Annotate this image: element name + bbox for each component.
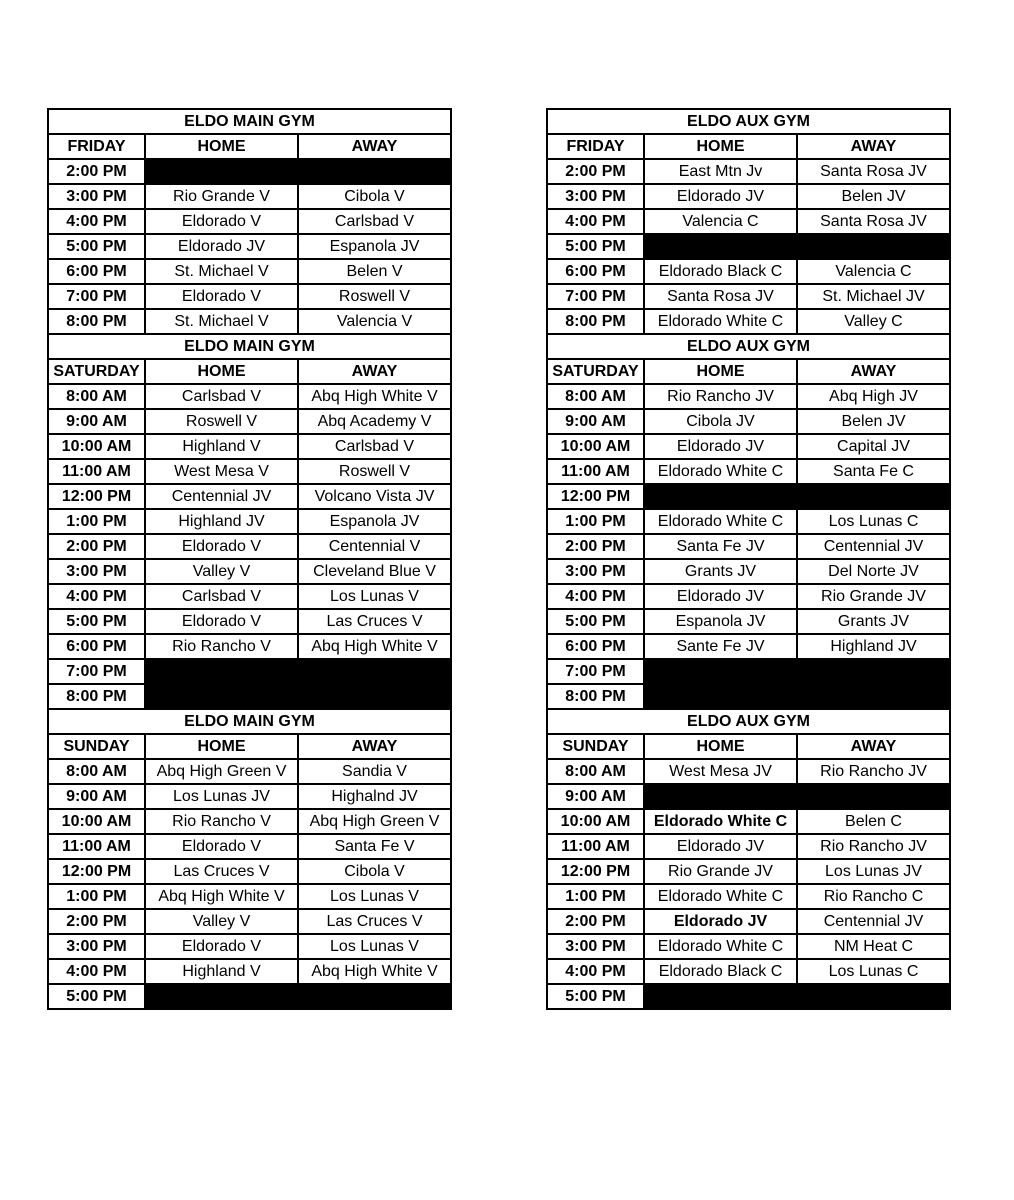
game-row [547,484,950,509]
home-team-cell: Eldorado V [145,934,298,959]
game-row [48,509,451,534]
away-team-cell: Los Lunas C [797,509,950,534]
home-team-cell: Sante Fe JV [644,634,797,659]
away-team-cell: Abq High JV [797,384,950,409]
time-cell: 8:00 PM [547,684,644,709]
away-team-cell: Carlsbad V [298,209,451,234]
time-cell: 3:00 PM [547,559,644,584]
time-cell: 5:00 PM [547,234,644,259]
time-cell: 2:00 PM [547,534,644,559]
game-row [48,609,451,634]
away-team-cell: Rio Rancho JV [797,834,950,859]
home-team-cell: Rio Rancho JV [644,384,797,409]
game-row [547,234,950,259]
home-header: HOME [644,134,797,159]
time-cell: 2:00 PM [48,909,145,934]
away-header: AWAY [298,134,451,159]
home-team-cell: Valley V [145,909,298,934]
home-team-cell: Santa Rosa JV [644,284,797,309]
blocked-slot [644,234,950,259]
away-team-cell: Cibola V [298,184,451,209]
away-team-cell: Santa Fe V [298,834,451,859]
home-team-cell: Centennial JV [145,484,298,509]
time-cell: 7:00 PM [48,659,145,684]
game-row [48,434,451,459]
away-header: AWAY [797,359,950,384]
home-team-cell: Eldorado Black C [644,959,797,984]
section-title-row [547,334,950,359]
game-row [48,409,451,434]
game-row [48,859,451,884]
time-cell: 12:00 PM [547,484,644,509]
main-gym-schedule-body [48,109,451,1009]
away-header: AWAY [298,359,451,384]
gym-title: ELDO MAIN GYM [48,109,451,134]
time-cell: 8:00 PM [48,684,145,709]
game-row [48,909,451,934]
home-team-cell: Eldorado V [145,284,298,309]
game-row [547,409,950,434]
game-row [48,684,451,709]
time-cell: 2:00 PM [547,159,644,184]
time-cell: 5:00 PM [48,609,145,634]
blocked-slot [145,159,451,184]
away-team-cell: Abq High Green V [298,809,451,834]
home-team-cell: Carlsbad V [145,384,298,409]
home-header: HOME [644,734,797,759]
away-header: AWAY [298,734,451,759]
away-team-cell: Centennial JV [797,909,950,934]
time-cell: 6:00 PM [547,259,644,284]
home-header: HOME [145,134,298,159]
column-header-row [547,734,950,759]
section-title-row [547,109,950,134]
game-row [547,209,950,234]
home-team-cell: Eldorado White C [644,934,797,959]
game-row [547,434,950,459]
gym-title: ELDO AUX GYM [547,334,950,359]
home-team-cell: West Mesa V [145,459,298,484]
time-cell: 12:00 PM [48,484,145,509]
time-cell: 6:00 PM [48,259,145,284]
home-team-cell: Valencia C [644,209,797,234]
away-team-cell: Rio Rancho JV [797,759,950,784]
game-row [547,759,950,784]
time-cell: 8:00 AM [48,384,145,409]
blocked-slot [145,984,451,1009]
away-team-cell: Roswell V [298,459,451,484]
time-cell: 4:00 PM [547,584,644,609]
section-title-row [48,709,451,734]
day-header: SATURDAY [48,359,145,384]
away-team-cell: St. Michael JV [797,284,950,309]
section-title-row [48,109,451,134]
blocked-slot [644,684,950,709]
away-team-cell: Los Lunas C [797,959,950,984]
game-row [48,284,451,309]
home-team-cell: St. Michael V [145,259,298,284]
home-team-cell: Roswell V [145,409,298,434]
away-team-cell: Los Lunas V [298,584,451,609]
game-row [48,384,451,409]
game-row [547,809,950,834]
away-team-cell: Los Lunas V [298,934,451,959]
column-header-row [48,359,451,384]
away-team-cell: Los Lunas V [298,884,451,909]
away-team-cell: Belen JV [797,409,950,434]
away-team-cell: Espanola JV [298,234,451,259]
time-cell: 3:00 PM [547,934,644,959]
home-header: HOME [644,359,797,384]
home-team-cell: Highland V [145,434,298,459]
blocked-slot [145,659,451,684]
time-cell: 12:00 PM [547,859,644,884]
away-team-cell: Las Cruces V [298,609,451,634]
away-team-cell: Cibola V [298,859,451,884]
section-title-row [48,334,451,359]
game-row [48,584,451,609]
away-team-cell: Grants JV [797,609,950,634]
time-cell: 5:00 PM [48,234,145,259]
main-gym-schedule-table [47,108,452,1010]
time-cell: 4:00 PM [48,584,145,609]
game-row [547,659,950,684]
game-row [48,234,451,259]
home-team-cell: Eldorado JV [644,834,797,859]
home-team-cell: Eldorado JV [644,184,797,209]
away-team-cell: Del Norte JV [797,559,950,584]
column-header-row [48,134,451,159]
home-team-cell: Cibola JV [644,409,797,434]
gym-title: ELDO MAIN GYM [48,334,451,359]
home-team-cell: Eldorado V [145,609,298,634]
away-header: AWAY [797,134,950,159]
time-cell: 3:00 PM [48,184,145,209]
home-team-cell: Eldorado White C [644,459,797,484]
home-team-cell: Eldorado JV [644,909,797,934]
time-cell: 4:00 PM [48,209,145,234]
home-team-cell: Rio Grande JV [644,859,797,884]
home-team-cell: Eldorado V [145,209,298,234]
time-cell: 3:00 PM [48,934,145,959]
time-cell: 3:00 PM [48,559,145,584]
away-header: AWAY [797,734,950,759]
away-team-cell: Abq High White V [298,384,451,409]
home-team-cell: St. Michael V [145,309,298,334]
blocked-slot [644,784,950,809]
away-team-cell: Valencia V [298,309,451,334]
game-row [48,184,451,209]
game-row [48,759,451,784]
home-team-cell: Highland V [145,959,298,984]
game-row [547,384,950,409]
home-team-cell: Eldorado JV [145,234,298,259]
game-row [547,784,950,809]
time-cell: 3:00 PM [547,184,644,209]
away-team-cell: Abq High White V [298,959,451,984]
game-row [48,634,451,659]
away-team-cell: Sandia V [298,759,451,784]
time-cell: 9:00 AM [48,784,145,809]
game-row [48,534,451,559]
time-cell: 12:00 PM [48,859,145,884]
time-cell: 4:00 PM [547,959,644,984]
game-row [48,934,451,959]
game-row [547,909,950,934]
game-row [48,259,451,284]
game-row [547,584,950,609]
section-title-row [547,709,950,734]
home-team-cell: Rio Rancho V [145,634,298,659]
game-row [547,634,950,659]
away-team-cell: Abq Academy V [298,409,451,434]
time-cell: 2:00 PM [48,159,145,184]
time-cell: 10:00 AM [48,809,145,834]
away-team-cell: NM Heat C [797,934,950,959]
time-cell: 4:00 PM [48,959,145,984]
home-team-cell: East Mtn Jv [644,159,797,184]
away-team-cell: Espanola JV [298,509,451,534]
game-row [547,184,950,209]
home-team-cell: Eldorado V [145,534,298,559]
time-cell: 11:00 AM [547,459,644,484]
home-team-cell: Eldorado White C [644,509,797,534]
time-cell: 11:00 AM [547,834,644,859]
time-cell: 7:00 PM [547,284,644,309]
away-team-cell: Highland JV [797,634,950,659]
game-row [547,984,950,1009]
game-row [48,559,451,584]
game-row [547,884,950,909]
home-header: HOME [145,359,298,384]
game-row [547,509,950,534]
game-row [48,159,451,184]
time-cell: 8:00 AM [48,759,145,784]
time-cell: 7:00 PM [547,659,644,684]
time-cell: 5:00 PM [547,609,644,634]
time-cell: 1:00 PM [48,509,145,534]
away-team-cell: Centennial V [298,534,451,559]
game-row [48,659,451,684]
home-team-cell: Rio Rancho V [145,809,298,834]
day-header: SUNDAY [48,734,145,759]
home-team-cell: Rio Grande V [145,184,298,209]
time-cell: 8:00 PM [547,309,644,334]
home-team-cell: Grants JV [644,559,797,584]
game-row [547,309,950,334]
home-team-cell: Abq High Green V [145,759,298,784]
gym-title: ELDO AUX GYM [547,109,950,134]
game-row [547,684,950,709]
home-team-cell: Eldorado JV [644,584,797,609]
game-row [547,559,950,584]
blocked-slot [145,684,451,709]
time-cell: 9:00 AM [48,409,145,434]
home-team-cell: Eldorado White C [644,809,797,834]
game-row [48,809,451,834]
away-team-cell: Valley C [797,309,950,334]
home-team-cell: Los Lunas JV [145,784,298,809]
away-team-cell: Centennial JV [797,534,950,559]
home-team-cell: Valley V [145,559,298,584]
time-cell: 7:00 PM [48,284,145,309]
home-team-cell: Highland JV [145,509,298,534]
day-header: SUNDAY [547,734,644,759]
game-row [48,984,451,1009]
game-row [547,959,950,984]
home-team-cell: Eldorado White C [644,884,797,909]
time-cell: 11:00 AM [48,459,145,484]
time-cell: 5:00 PM [48,984,145,1009]
home-team-cell: Santa Fe JV [644,534,797,559]
column-header-row [48,734,451,759]
game-row [48,959,451,984]
away-team-cell: Highalnd JV [298,784,451,809]
away-team-cell: Volcano Vista JV [298,484,451,509]
time-cell: 6:00 PM [48,634,145,659]
game-row [547,534,950,559]
column-header-row [547,359,950,384]
home-team-cell: West Mesa JV [644,759,797,784]
game-row [547,609,950,634]
away-team-cell: Belen JV [797,184,950,209]
time-cell: 6:00 PM [547,634,644,659]
home-team-cell: Las Cruces V [145,859,298,884]
home-team-cell: Carlsbad V [145,584,298,609]
away-team-cell: Rio Rancho C [797,884,950,909]
time-cell: 10:00 AM [48,434,145,459]
time-cell: 5:00 PM [547,984,644,1009]
aux-gym-schedule-body [547,109,950,1009]
away-team-cell: Las Cruces V [298,909,451,934]
home-team-cell: Eldorado JV [644,434,797,459]
time-cell: 10:00 AM [547,434,644,459]
away-team-cell: Cleveland Blue V [298,559,451,584]
away-team-cell: Valencia C [797,259,950,284]
game-row [547,259,950,284]
time-cell: 8:00 PM [48,309,145,334]
home-team-cell: Eldorado V [145,834,298,859]
time-cell: 1:00 PM [547,509,644,534]
time-cell: 4:00 PM [547,209,644,234]
time-cell: 10:00 AM [547,809,644,834]
time-cell: 1:00 PM [547,884,644,909]
away-team-cell: Belen C [797,809,950,834]
day-header: SATURDAY [547,359,644,384]
home-team-cell: Abq High White V [145,884,298,909]
time-cell: 9:00 AM [547,409,644,434]
time-cell: 11:00 AM [48,834,145,859]
time-cell: 2:00 PM [547,909,644,934]
game-row [48,884,451,909]
away-team-cell: Santa Rosa JV [797,159,950,184]
day-header: FRIDAY [48,134,145,159]
away-team-cell: Santa Fe C [797,459,950,484]
time-cell: 8:00 AM [547,759,644,784]
game-row [48,484,451,509]
home-header: HOME [145,734,298,759]
game-row [48,784,451,809]
blocked-slot [644,984,950,1009]
away-team-cell: Santa Rosa JV [797,209,950,234]
away-team-cell: Rio Grande JV [797,584,950,609]
time-cell: 9:00 AM [547,784,644,809]
column-header-row [547,134,950,159]
game-row [547,934,950,959]
game-row [48,309,451,334]
home-team-cell: Eldorado White C [644,309,797,334]
away-team-cell: Belen V [298,259,451,284]
day-header: FRIDAY [547,134,644,159]
gym-title: ELDO AUX GYM [547,709,950,734]
time-cell: 1:00 PM [48,884,145,909]
aux-gym-schedule-table [546,108,951,1010]
time-cell: 2:00 PM [48,534,145,559]
game-row [48,209,451,234]
game-row [547,284,950,309]
away-team-cell: Los Lunas JV [797,859,950,884]
game-row [48,459,451,484]
away-team-cell: Abq High White V [298,634,451,659]
blocked-slot [644,659,950,684]
home-team-cell: Espanola JV [644,609,797,634]
away-team-cell: Roswell V [298,284,451,309]
game-row [547,859,950,884]
game-row [547,159,950,184]
away-team-cell: Carlsbad V [298,434,451,459]
blocked-slot [644,484,950,509]
game-row [547,834,950,859]
away-team-cell: Capital JV [797,434,950,459]
home-team-cell: Eldorado Black C [644,259,797,284]
time-cell: 8:00 AM [547,384,644,409]
game-row [48,834,451,859]
gym-title: ELDO MAIN GYM [48,709,451,734]
game-row [547,459,950,484]
